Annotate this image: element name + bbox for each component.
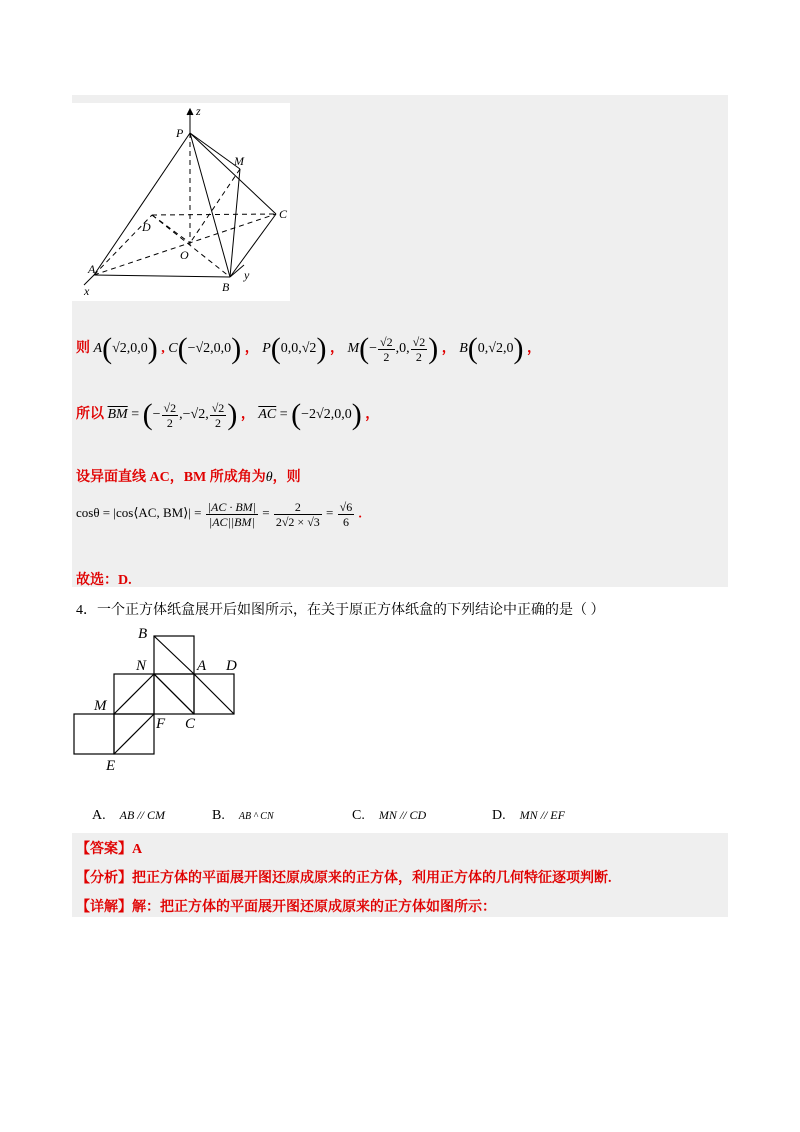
net-label-D: D	[226, 658, 237, 674]
angle-suffix: ，则	[272, 470, 301, 485]
net-label-F: F	[156, 716, 166, 732]
net-label-E: E	[106, 758, 116, 774]
vector-BM: $\overline{BM}$	[107, 407, 128, 423]
vector-AC: $\overline{AC}$	[258, 407, 277, 423]
vectors-line: 所以 $\overline{BM}$ = (− $\frac{√2}{2}$ ,−√2, $\frac{√2}{2}$ ) ， $\overline{AC} = (-2√2,0,0)$ ，	[76, 398, 380, 431]
eq-num: 2	[274, 500, 322, 515]
option-B-expr: AB ^ CN	[238, 811, 274, 822]
option-C-letter: C.	[352, 808, 365, 823]
coords-line: 则 A(√2,0,0) , C(−√2,0,0) ， P(0,0,√2) ， M(− $\frac{√2}{2}$ ,0, $\frac{√2}{2}$ ) ， B(0,√2,0) ，	[76, 332, 541, 365]
bm-den-2: 2	[215, 415, 222, 430]
net-label-N: N	[136, 658, 147, 674]
analysis-line: 【分析】把正方体的平面展开图还原成原来的正方体，利用正方体的几何特征逐项判断.	[76, 871, 612, 886]
point-M: M	[347, 341, 360, 357]
pyramid-figure	[72, 103, 290, 301]
option-C-expr: MN // CD	[378, 808, 427, 822]
cos-formula: cosθ = |cos⟨AC, BM⟩| = $\frac{|AC \cdot BM|}{|AC||BM|}$ = $\frac{2}{2√2 \times √3}$ = $\frac{√6}{6}$ .	[76, 500, 362, 529]
question-text: 4．一个正方体纸盒展开后如图所示，在关于原正方体纸盒的下列结论中正确的是（ ）	[76, 603, 605, 618]
theta-symbol: θ	[265, 470, 273, 485]
answer-line: 【答案】A	[76, 842, 143, 857]
label-z: z	[196, 104, 201, 118]
bm-num-2: √2	[211, 400, 225, 415]
point-C: C	[168, 341, 178, 357]
detail-line: 【详解】解：把正方体的平面展开图还原成原来的正方体如图所示：	[76, 900, 496, 915]
bm-mid: ,−√2,	[179, 407, 209, 423]
pyramid-diagram	[72, 103, 290, 301]
cos-den: AC||BM	[212, 515, 252, 529]
coords-B: 0,√2,0	[477, 341, 514, 357]
m-mid: ,0,	[395, 341, 410, 357]
cos-lhs: cosθ =	[76, 505, 111, 521]
label-P: P	[176, 126, 184, 140]
label-O: O	[180, 248, 189, 262]
m-den-2: 2	[415, 349, 422, 364]
option-B-letter: B.	[212, 808, 225, 823]
option-A[interactable]	[92, 808, 165, 824]
conclusion-line: 故选：D.	[76, 573, 132, 588]
m-den-1: 2	[383, 349, 390, 364]
point-P: P	[262, 341, 271, 357]
point-A: A	[93, 341, 103, 357]
option-A-expr: AB // CM	[119, 808, 165, 822]
point-B: B	[459, 341, 468, 357]
m-num-2: √2	[412, 334, 426, 349]
label-B: B	[222, 280, 230, 294]
option-C[interactable]	[352, 808, 426, 824]
coords-P: 0,0,√2	[280, 341, 317, 357]
cube-net-diagram	[70, 622, 250, 777]
net-label-C: C	[185, 716, 196, 732]
cos-inner: cos⟨AC, BM⟩	[116, 505, 189, 521]
option-D[interactable]	[492, 808, 565, 824]
label-M: M	[234, 154, 244, 168]
eq-den: 2√2 × √3	[275, 515, 320, 529]
then-label: 则	[76, 341, 90, 357]
res-den: 6	[342, 515, 349, 529]
angle-line	[76, 466, 301, 486]
label-y: y	[244, 268, 250, 282]
label-A: A	[88, 262, 96, 276]
label-D: D	[142, 220, 151, 234]
coords-AC: −2√2,0,0	[301, 407, 352, 423]
option-A-letter: A.	[92, 808, 106, 823]
end-dot: .	[358, 505, 362, 521]
option-D-expr: MN // EF	[519, 808, 565, 822]
bm-den-1: 2	[166, 415, 173, 430]
option-D-letter: D.	[492, 808, 506, 823]
bm-num-1: √2	[163, 400, 177, 415]
res-num: √6	[339, 500, 353, 514]
so-label: 所以	[76, 407, 104, 423]
coords-A: √2,0,0	[112, 341, 148, 357]
label-C: C	[279, 207, 288, 221]
net-label-M: M	[94, 698, 107, 714]
net-label-A: A	[197, 658, 207, 674]
angle-text: 设异面直线 AC，BM 所成角为	[76, 470, 266, 485]
cos-num: AC · BM	[211, 500, 253, 514]
coords-C: −√2,0,0	[187, 341, 232, 357]
cube-net-figure	[70, 622, 250, 777]
net-label-B: B	[138, 626, 148, 642]
label-x: x	[84, 284, 90, 298]
option-B[interactable]	[212, 808, 274, 824]
m-num-1: √2	[380, 334, 393, 349]
